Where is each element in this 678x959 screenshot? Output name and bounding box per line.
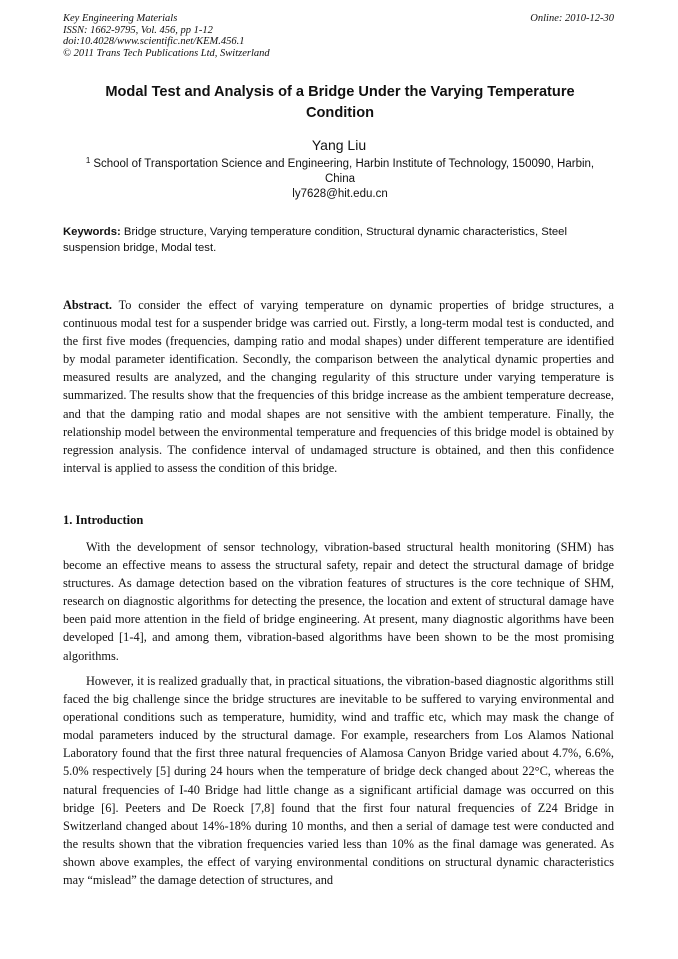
affiliation-number: 1 (85, 156, 91, 165)
keywords-text: Bridge structure, Varying temperature condition, Structural dynamic characteristics, Steel suspension bridge, Modal test. (63, 226, 567, 254)
keywords-label: Keywords: (63, 226, 121, 238)
intro-paragraph-1: With the development of sensor technology, vibration-based structural health monitoring (SHM) has become an effective means to assess the structural safety, repair and detect the structural damage of bridge structures. As damage detection based on the vibration features of structures is the core technique of SHM, research on diagnostic algorithms for detecting the presence, the location and extent of structural damage have been paid more attention in the field of bridge engineering. At present, many diagnostic algorithms have been developed [1-4], and among them, vibration-based algorithms have been shown to be the most promising algorithms. (63, 540, 614, 663)
abstract (63, 296, 614, 477)
copyright-line: © 2011 Trans Tech Publications Ltd, Switzerland (63, 47, 270, 59)
keywords (63, 224, 608, 256)
doi-line: doi:10.4028/www.scientific.net/KEM.456.1 (63, 36, 245, 47)
author-name: Yang Liu (311, 137, 367, 153)
online-date (530, 13, 614, 25)
affiliation (70, 153, 610, 202)
journal-header (63, 13, 270, 59)
journal-name: Key Engineering Materials (63, 13, 178, 24)
section-heading-introduction: 1. Introduction (63, 513, 144, 527)
online-date-text: Online: 2010-12-30 (530, 13, 614, 24)
abstract-text: To consider the effect of varying temperature on dynamic properties of bridge structures, a continuous modal test for a suspender bridge was carried out. Firstly, a long-term modal test is conducted, and the first five modes (frequencies, damping ratio and modal shapes) under different temperature are identified by modal parameter identification. Secondly, the comparison between the analytical dynamic properties and measured results are analyzed, and the changing regularity of this structure under varying temperature is summarized. The results show that the frequencies of this bridge increase as the ambient temperature decrease, and that the damping ratio and modal shapes are not sensitive with the ambient temperature. Finally, the relationship model between the environmental temperature and frequencies of this bridge model is obtained by regression analysis. The confidence interval of undamaged structure is obtained, and then this confidence interval is applied to assess the condition of this bridge. (63, 298, 614, 475)
abstract-label: Abstract. (63, 298, 113, 312)
author-email: ly7628@hit.edu.cn (292, 188, 388, 200)
affiliation-text: School of Transportation Science and Engineering, Harbin Institute of Technology, 150090, Harbin, China (93, 158, 595, 185)
intro-paragraph-2: However, it is realized gradually that, in practical situations, the vibration-based diagnostic algorithms still faced the big challenge since the bridge structures are inevitable to be suffered to varying environmental and operational conditions such as temperature, humidity, wind and traffic etc, which may mask the change of modal parameters induced by the structural damage. For example, researchers from Los Alamos National Laboratory found that the first three natural frequencies of Alamosa Canyon Bridge varied about 4.7%, 6.6%, 5.0% respectively [5] during 24 hours when the temperature of bridge deck changed about 22°C, whereas the natural frequencies of I-40 Bridge had little change as a significant artificial damage was occurred on this bridge [6]. Peeters and De Roeck [7,8] found that the first four natural frequencies of Z24 Bridge in Switzerland changed about 14%-18% during 10 months, and then a serial of damage test were conducted and the results shown that the vibration frequencies varied less than 10% as the final damage was generated. As shown above examples, the effect of varying environmental conditions on structural dynamic characteristics may “mislead” the damage detection of structures, and (63, 674, 614, 888)
paper-title: Modal Test and Analysis of a Bridge Under the Varying Temperature Condition (105, 84, 575, 121)
issn-line: ISSN: 1662-9795, Vol. 456, pp 1-12 (63, 24, 213, 36)
